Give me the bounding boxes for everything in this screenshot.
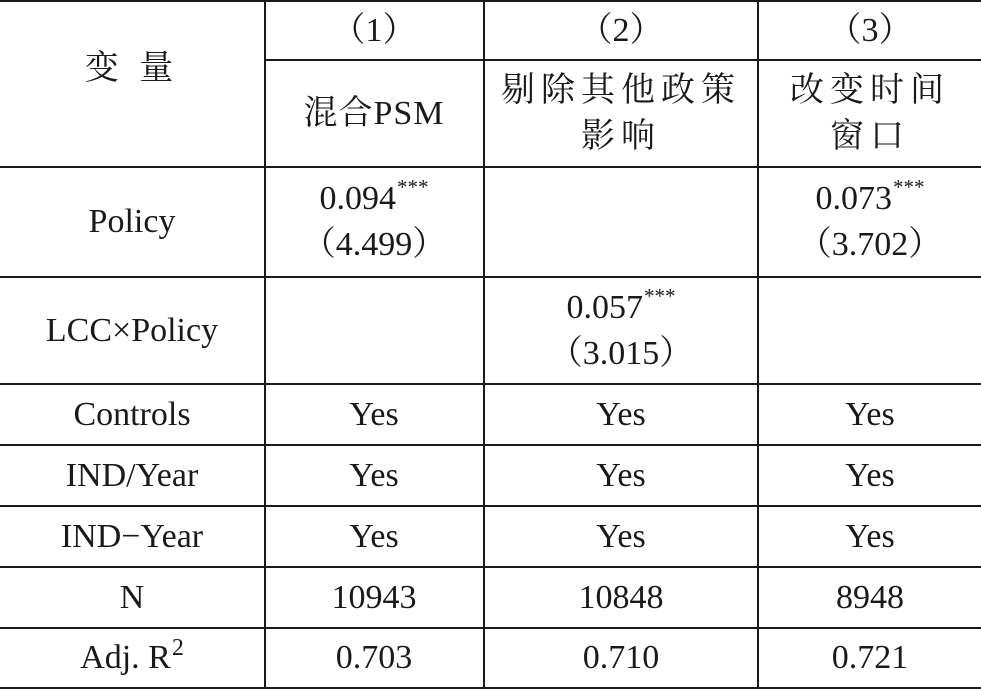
row-label-adj-r2-text [80, 635, 184, 681]
table-cell: Yes [845, 456, 895, 494]
policy-cell-2 [485, 168, 757, 276]
adj-r-text: Adj. R [80, 639, 171, 676]
table-cell: Yes [349, 395, 399, 433]
lcc-policy-cell-3 [759, 278, 981, 383]
table-cell: 0.703 [335, 639, 413, 676]
table-cell: Yes [596, 456, 646, 494]
table-cell: Yes [349, 456, 399, 494]
column-title-line: 影响 [581, 117, 661, 155]
row-label-lcc-policy: LCC×Policy [45, 311, 219, 349]
variable-header: 变 量 [84, 50, 180, 87]
t-statistic: （3.702） [797, 226, 943, 263]
table-cell: Yes [596, 517, 646, 555]
row-label-policy: Policy [88, 203, 176, 240]
column-title-line: 窗口 [830, 117, 910, 155]
table-cell: Yes [845, 395, 895, 433]
policy-cell-1 [265, 168, 483, 276]
bottom-rule [0, 687, 981, 689]
table-cell: Yes [349, 517, 399, 555]
table-cell: 10943 [331, 578, 417, 616]
coefficient [567, 285, 676, 331]
column-number-2: （2） [578, 11, 664, 49]
column-title-1 [265, 61, 483, 166]
row-label-ind-year-fe: IND/Year [65, 456, 199, 494]
table-cell: 0.721 [831, 639, 909, 676]
column-title-line: 混合PSM [303, 94, 445, 132]
table-cell: 0.710 [582, 639, 660, 676]
coefficient-value: 0.057 [566, 288, 643, 326]
table-cell: Yes [596, 395, 646, 433]
t-statistic: （3.015） [548, 334, 694, 372]
column-number-3: （3） [827, 11, 913, 49]
coefficient [320, 176, 429, 222]
significance-stars: *** [397, 175, 429, 199]
t-statistic: （4.499） [301, 226, 447, 263]
row-label-n: N [119, 578, 145, 616]
policy-cell-3 [759, 168, 981, 276]
column-title-2 [485, 61, 757, 166]
row-label-ind-year-interaction: IND−Year [60, 517, 204, 555]
table-cell: 10848 [578, 578, 664, 616]
superscript-2: 2 [171, 635, 184, 661]
coefficient-value: 0.073 [815, 180, 892, 217]
column-title-line: 改变时间 [790, 71, 950, 109]
column-number-1: （1） [331, 11, 417, 49]
coefficient-value: 0.094 [319, 180, 396, 217]
lcc-policy-cell-2 [485, 278, 757, 383]
table-cell: Yes [845, 517, 895, 555]
column-title-line: 剔除其他政策 [501, 71, 741, 109]
lcc-policy-cell-1 [265, 278, 483, 383]
significance-stars: *** [644, 283, 676, 308]
coefficient [816, 176, 925, 222]
significance-stars: *** [893, 175, 925, 199]
table-cell: 8948 [836, 578, 904, 616]
row-label-adj-r2 [0, 629, 264, 687]
column-title-3 [759, 61, 981, 166]
row-label-controls: Controls [73, 395, 191, 433]
